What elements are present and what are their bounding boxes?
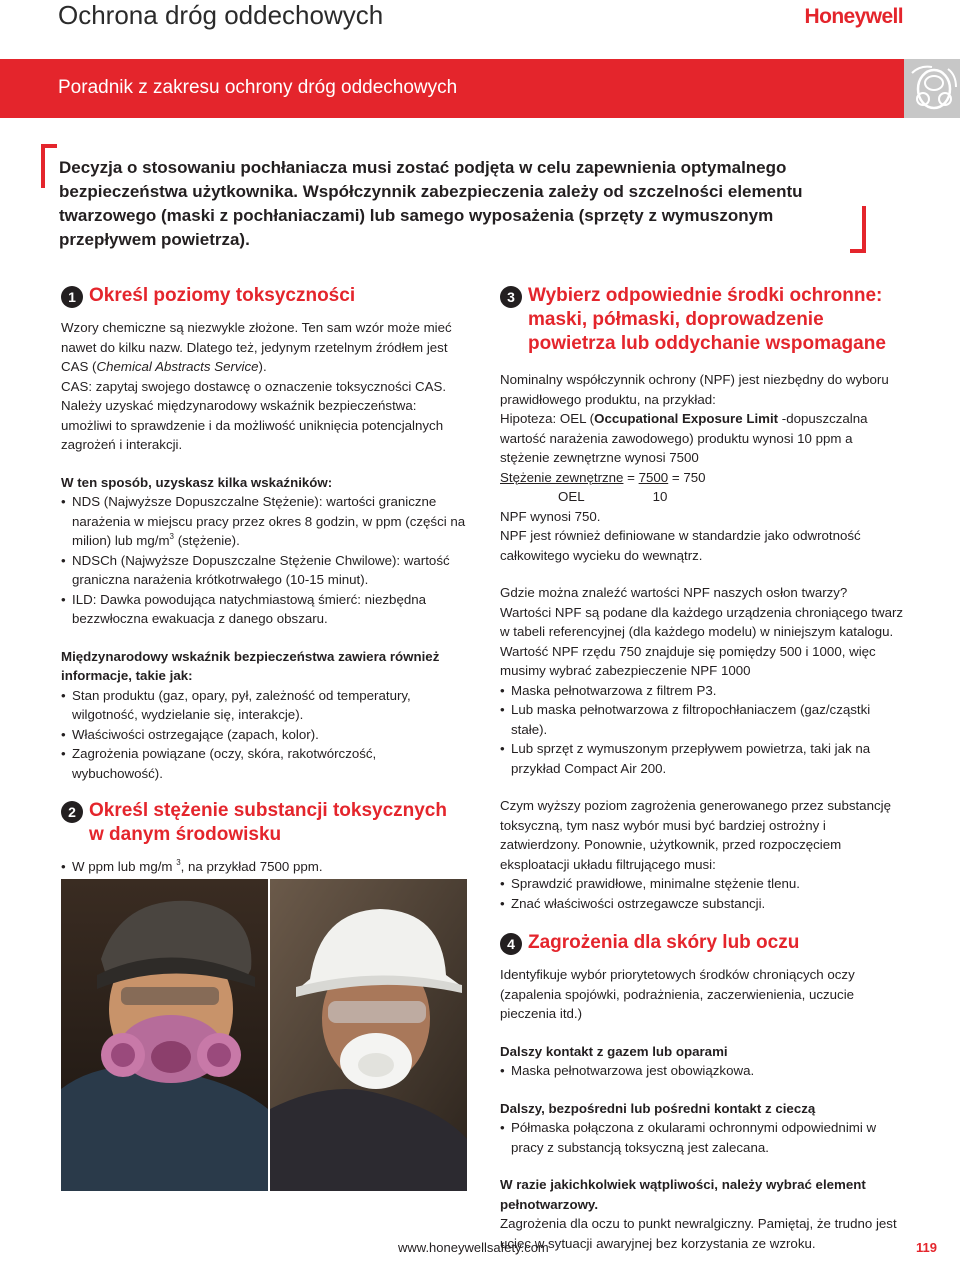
s3-npf-intro: Nominalny współczynnik ochrony (NPF) jest niezbędny do wyboru prawidłowego produktu, na przykład: bbox=[500, 372, 889, 407]
list-item-text: (stężenie). bbox=[174, 533, 240, 548]
section-number-badge: 3 bbox=[500, 286, 522, 308]
s3-list1 bbox=[500, 681, 905, 779]
worker-hard-hat-photo bbox=[270, 879, 467, 1191]
list-item: • Lub maska pełnotwarzowa z filtropochłaniaczem (gaz/cząstki stałe). bbox=[500, 700, 905, 739]
s3-formula-numerator bbox=[500, 468, 905, 488]
superscript: 3 bbox=[176, 858, 181, 867]
list-item-text: NDS (Najwyższe Dopuszczalne Stężenie): wartości graniczne narażenia w miejscu pracy przez okres 8 godzin, w ppm (części na milion) lub mg/m bbox=[72, 494, 466, 548]
section-1-heading bbox=[61, 284, 466, 308]
page-title: Ochrona dróg oddechowych bbox=[58, 0, 384, 30]
intro-statement: Decyzja o stosowaniu pochłaniacza musi zostać podjęta w celu zapewnienia optymalnego bezpieczeństwa użytkownika. Współczynnik zabezpieczenia zależy od szczelności elementu twarzowego (maski z pochłaniaczami) lub samego wyposażenia (sprzęty z wymuszonym przepływem powietrza). bbox=[59, 158, 803, 249]
s3-list2 bbox=[500, 874, 905, 913]
s4-intro: Identyfikuje wybór priorytetowych środków chroniących oczy (zapalenia spojówki, podrażnienia, zaczerwienienia, uczucie pieczenia itd.) bbox=[500, 967, 855, 1021]
list-item: • Stan produktu (gaz, opary, pył, zależność od temperatury, wilgotność, wydzielanie się, interakcje). bbox=[61, 686, 466, 725]
list-item: • Półmaska połączona z okularami ochronnymi odpowiednimi w pracy z substancją toksyczną jest zalecana. bbox=[500, 1118, 905, 1157]
band-title: Poradnik z zakresu ochrony dróg oddechowych bbox=[58, 77, 458, 98]
formula-value: 7500 bbox=[638, 469, 669, 485]
section-1-title: Określ poziomy toksyczności bbox=[89, 285, 356, 306]
intro-bracket-bottom-right bbox=[850, 206, 866, 253]
formula-eq: = bbox=[623, 469, 639, 485]
section-number-badge: 1 bbox=[61, 286, 83, 308]
section-number-badge: 4 bbox=[500, 933, 522, 955]
s3-range: Wartość NPF rzędu 750 znajduje się pomiędzy 500 i 1000, więc musimy wybrać zabezpieczenie NPF 1000 bbox=[500, 643, 876, 678]
s2-list bbox=[61, 857, 466, 877]
worker-half-mask-photo bbox=[61, 879, 268, 1191]
s3-question: Gdzie można znaleźć wartości NPF naszych osłon twarzy? bbox=[500, 585, 848, 600]
formula-result: = 750 bbox=[668, 469, 706, 485]
list-item-text: W ppm lub mg/m bbox=[72, 859, 177, 874]
formula-text: Stężenie zewnętrzne bbox=[500, 469, 624, 485]
list-item: • Znać właściwości ostrzegawcze substancji. bbox=[500, 894, 905, 914]
list-item: • NDSCh (Najwyższe Dopuszczalne Stężenie Chwilowe): wartość graniczna narażenia krótkotrwałego (10-15 minut). bbox=[61, 551, 466, 590]
s3-npf-definition: NPF jest również definiowane w standardzie jako odwrotność całkowitego wycieku do wewnątrz. bbox=[500, 528, 861, 563]
s4-liquid-heading: Dalszy, bezpośredni lub pośredni kontakt z cieczą bbox=[500, 1100, 816, 1116]
page-number: 119 bbox=[916, 1240, 937, 1255]
section-3-heading bbox=[500, 284, 905, 356]
list-item: • Maska pełnotwarzowa jest obowiązkowa. bbox=[500, 1061, 905, 1081]
list-item bbox=[61, 857, 466, 877]
list-item: • Maska pełnotwarzowa z filtrem P3. bbox=[500, 681, 905, 701]
list-item: • ILD: Dawka powodująca natychmiastową śmierć: niezbędna bezzwłoczna ewakuacja z danego obszaru. bbox=[61, 590, 466, 629]
s1-list2 bbox=[61, 686, 466, 784]
s1-list2-title: Międzynarodowy wskaźnik bezpieczeństwa zawiera również informacje, takie jak: bbox=[61, 648, 440, 683]
list-item bbox=[61, 492, 466, 551]
s1-p1-text: Wzory chemiczne są niezwykle złożone. Ten sam wzór może mieć nawet do kilku nazw. Dlatego też, jedynym rzetelnym źródłem jest CAS ( bbox=[61, 320, 452, 374]
formula-den-value: 10 bbox=[652, 489, 668, 504]
footer-website-link[interactable]: www.honeywellsafety.com bbox=[398, 1240, 549, 1255]
formula-den-text: OEL bbox=[558, 489, 585, 504]
s3-npf-result: NPF wynosi 750. bbox=[500, 508, 601, 524]
hyp-bold: Occupational Exposure Limit bbox=[594, 411, 779, 426]
s4-liquid-list bbox=[500, 1118, 905, 1157]
s3-answer: Wartości NPF są podane dla każdego urządzenia chroniącego twarz w tabeli referencyjnej (dla każdego modelu) w niniejszym katalogu. bbox=[500, 604, 904, 639]
list-item: • Zagrożenia powiązane (oczy, skóra, rakotwórczość, wybuchowość). bbox=[61, 744, 466, 783]
s3-high-risk: Czym wyższy poziom zagrożenia generowanego przez substancję toksyczną, tym nasz wybór musi być bardziej ostrożny i zatwierdzony. Ponownie, użytkownik, przed rozpoczęciem eksploatacji układu filtrującego musi: bbox=[500, 798, 891, 872]
section-band bbox=[0, 59, 904, 118]
section-3-title: Wybierz odpowiednie środki ochronne: maski, półmaski, doprowadzenie powietrza lub oddychanie wspomagane bbox=[528, 285, 886, 354]
s1-p1-italic: Chemical Abstracts Service bbox=[96, 359, 259, 374]
hyp-text: -dopuszczalna wartość narażenia zawodowego) produktu wynosi 10 ppm a stężenie zewnętrzne wynosi 7500 bbox=[500, 411, 868, 465]
section-2-title: Określ stężenie substancji toksycznych w danym środowisku bbox=[89, 800, 447, 845]
s1-list1 bbox=[61, 492, 466, 629]
superscript: 3 bbox=[169, 532, 174, 541]
photo-strip bbox=[61, 879, 467, 1191]
s4-gas-heading: Dalszy kontakt z gazem lub oparami bbox=[500, 1043, 728, 1059]
s4-gas-list bbox=[500, 1061, 905, 1081]
section-number-badge: 2 bbox=[61, 801, 83, 823]
respirator-emblem-icon bbox=[904, 59, 960, 118]
section-4-title: Zagrożenia dla skóry lub oczu bbox=[528, 932, 800, 953]
hyp-text: Hipoteza: OEL ( bbox=[500, 411, 595, 426]
list-item-text: , na przykład 7500 ppm. bbox=[180, 859, 323, 874]
s1-paragraph-cas bbox=[61, 318, 466, 377]
s4-doubt-heading: W razie jakichkolwiek wątpliwości, należy wybrać element pełnotwarzowy. bbox=[500, 1177, 866, 1212]
list-item: • Sprawdzić prawidłowe, minimalne stężenie tlenu. bbox=[500, 874, 905, 894]
honeywell-logo[interactable]: Honeywell bbox=[804, 5, 903, 28]
s1-list1-title: W ten sposób, uzyskasz kilka wskaźników: bbox=[61, 474, 333, 490]
right-column bbox=[500, 284, 905, 1253]
section-4-heading bbox=[500, 931, 905, 955]
left-column bbox=[61, 284, 466, 877]
section-2-heading bbox=[61, 799, 466, 847]
list-item: • Właściwości ostrzegające (zapach, kolor). bbox=[61, 725, 466, 745]
intro-bracket-top-left bbox=[41, 144, 57, 188]
list-item: • Lub sprzęt z wymuszonym przepływem powietrza, taki jak na przykład Compact Air 200. bbox=[500, 739, 905, 778]
s4-eye-paragraph: Zagrożenia dla oczu to punkt newralgiczny. Pamiętaj, że trudno jest uciec w sytuacji awaryjnej bez korzystania ze wzroku. bbox=[500, 1216, 897, 1251]
s3-hypothesis bbox=[500, 409, 905, 468]
s3-formula-denominator bbox=[500, 487, 905, 507]
s1-paragraph-cas-2: CAS: zapytaj swojego dostawcę o oznaczenie toksyczności CAS. Należy uzyskać międzynarodowy wskaźnik bezpieczeństwa: umożliwi to sprawdzenie i da możliwość uniknięcia potencjalnych zagrożeń i interakcji. bbox=[61, 378, 447, 452]
s1-p1-end: ). bbox=[258, 359, 267, 374]
